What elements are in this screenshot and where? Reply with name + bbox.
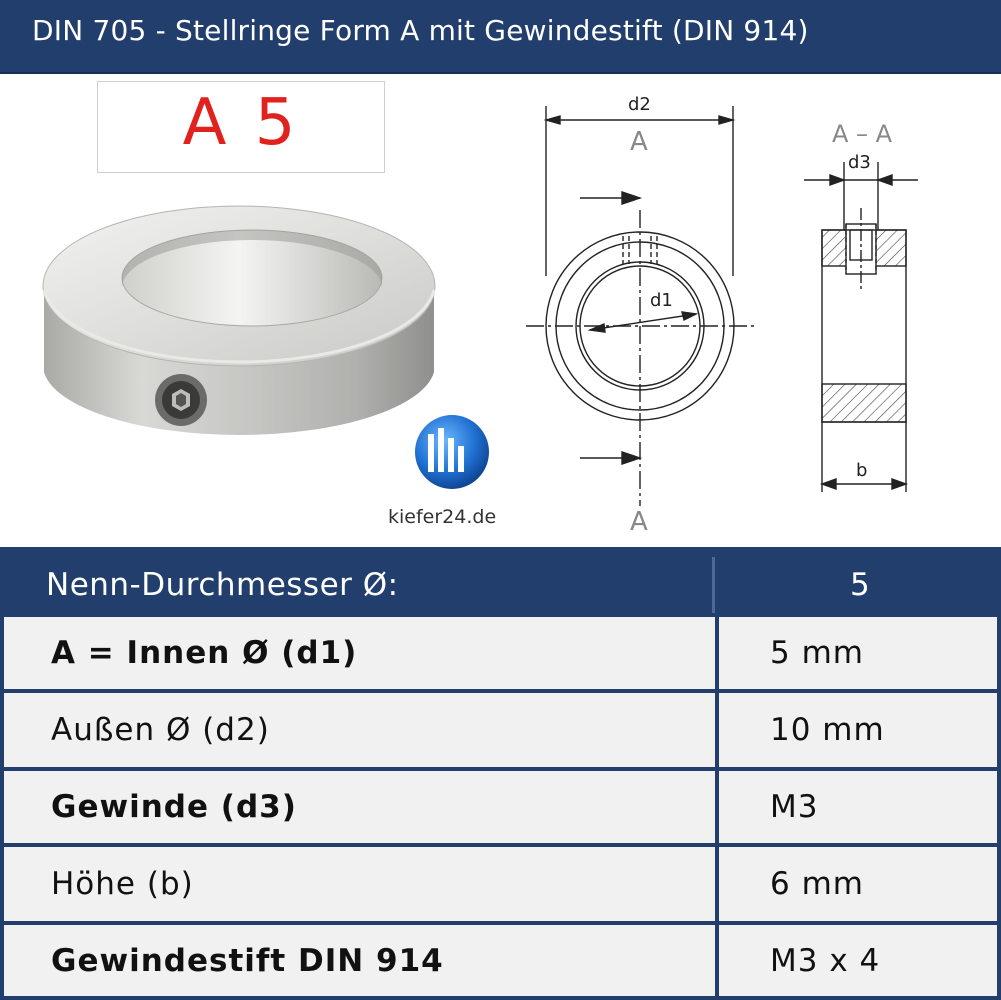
table-row — [4, 771, 997, 843]
row-label: Gewinde (d3) — [51, 789, 297, 825]
row-label: A = Innen Ø (d1) — [51, 635, 358, 671]
label-d1: d1 — [650, 290, 673, 311]
row-value: M3 x 4 — [770, 942, 881, 979]
table-header-row — [4, 557, 997, 613]
row-label-cell — [4, 617, 715, 689]
header-value-cell — [719, 557, 997, 613]
label-A-bottom: A — [630, 507, 648, 537]
title-bar — [0, 0, 1001, 74]
table-row — [4, 617, 997, 689]
label-A-top: A — [630, 127, 648, 157]
size-badge — [97, 81, 385, 173]
header-value: 5 — [850, 567, 871, 603]
row-label: Außen Ø (d2) — [51, 712, 270, 748]
row-value: 5 mm — [770, 635, 864, 671]
row-value: M3 — [770, 789, 819, 825]
row-label-cell — [4, 847, 715, 921]
front-view-drawing — [520, 86, 770, 546]
row-value: 10 mm — [770, 712, 885, 748]
row-label: Gewindestift DIN 914 — [51, 942, 444, 979]
row-label-cell — [4, 693, 715, 767]
size-label: A 5 — [182, 86, 300, 160]
row-value: 6 mm — [770, 866, 864, 902]
row-label-cell — [4, 925, 715, 996]
table-row — [4, 925, 997, 996]
row-value-cell — [719, 847, 997, 921]
row-label: Höhe (b) — [51, 866, 194, 902]
label-d3: d3 — [848, 152, 871, 173]
label-b: b — [856, 460, 868, 481]
row-value-cell — [719, 693, 997, 767]
section-label: A – A — [832, 120, 893, 148]
table-row — [4, 847, 997, 921]
brand-name: kiefer24.de — [388, 506, 497, 528]
row-value-cell — [719, 771, 997, 843]
row-value-cell — [719, 617, 997, 689]
page-title: DIN 705 - Stellringe Form A mit Gewindestift (DIN 914) — [32, 14, 809, 47]
row-label-cell — [4, 771, 715, 843]
spec-table — [0, 553, 1001, 1000]
brand-logo-icon — [412, 412, 492, 492]
header-label: Nenn-Durchmesser Ø: — [46, 567, 399, 603]
section-view-drawing — [800, 112, 930, 502]
table-row — [4, 693, 997, 767]
header-label-cell — [4, 557, 715, 613]
label-d2: d2 — [628, 94, 651, 115]
row-value-cell — [719, 925, 997, 996]
set-collar-photo — [30, 182, 450, 452]
